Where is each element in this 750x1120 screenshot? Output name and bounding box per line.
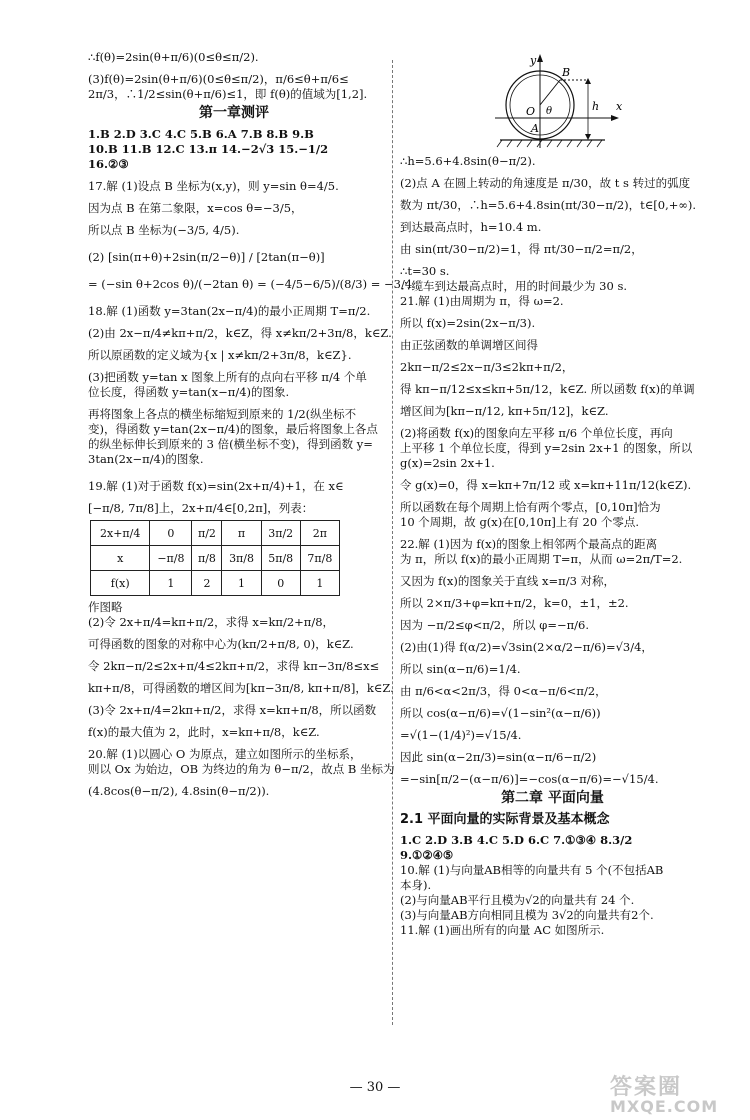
problem-22-line: =√(1−(1/4)²)=√15/4. <box>400 728 522 742</box>
chapter-title: 第一章测评 <box>199 105 269 121</box>
problem-18-line: 变)，得函数 y=tan(2x−π/4)的图象，最后将图象上各点 <box>88 422 378 436</box>
table-cell: 2π <box>300 521 339 546</box>
problem-19-line: (3)令 2x+π/4=2kπ+π/2，求得 x=kπ+π/8，所以函数 <box>88 703 377 717</box>
problem-19-line: 令 2kπ−π/2≤2x+π/4≤2kπ+π/2，求得 kπ−3π/8≤x≤ <box>88 659 380 673</box>
origin-label: O <box>526 105 536 118</box>
problem-22-line: 因为 −π/2≤φ<π/2，所以 φ=−π/6. <box>400 618 589 632</box>
problem-21-line: 10 个周期，故 g(x)在[0,10π]上有 20 个零点. <box>400 515 639 529</box>
column-divider <box>392 60 393 1025</box>
problem-20-line: (4.8cos(θ−π/2), 4.8sin(θ−π/2)). <box>88 784 270 798</box>
problem-20-line: ∴缆车到达最高点时，用的时间最少为 30 s. <box>400 279 627 293</box>
problem-22-line: 因此 sin(α−2π/3)=sin(α−π/6−π/2) <box>400 750 597 764</box>
problem-22-line: 由 π/6<α<2π/3，得 0<α−π/6<π/2， <box>400 684 607 698</box>
table-cell: 0 <box>150 521 192 546</box>
problem-20-line: 则以 Ox 为始边，OB 为终边的角为 θ−π/2，故点 B 坐标为 <box>88 762 395 776</box>
answer-line: 16.②③ <box>88 157 129 171</box>
right-column <box>400 50 705 938</box>
problem-19-line: [−π/8, 7π/8]上，2x+π/4∈[0,2π]，列表： <box>88 501 314 515</box>
problem-21-line: 增区间为[kπ−π/12, kπ+5π/12]，k∈Z. <box>400 404 609 418</box>
problem-18-line: (2)由 2x−π/4≠kπ+π/2，k∈Z，得 x≠kπ/2+3π/8，k∈Z. <box>88 326 392 340</box>
point-a-label: A <box>531 122 539 135</box>
problem-20-line: 数为 πt/30，∴h=5.6+4.8sin(πt/30−π/2)，t∈[0,+∞). <box>400 198 697 212</box>
text-line: (3)f(θ)=2sin(θ+π/6)(0≤θ≤π/2)，π/6≤θ+π/6≤ <box>88 72 349 86</box>
left-column <box>88 50 416 799</box>
problem-19-line: 19.解 (1)对于函数 f(x)=sin(2x+π/4)+1，在 x∈ <box>88 479 344 493</box>
ferris-wheel-diagram <box>400 50 705 150</box>
problem-18-line: 所以原函数的定义域为{x | x≠kπ/2+3π/8，k∈Z}. <box>88 348 352 362</box>
table-cell: 2x+π/4 <box>91 521 150 546</box>
problem-21-line: 得 kπ−π/12≤x≤kπ+5π/12，k∈Z. 所以函数 f(x)的单调 <box>400 382 695 396</box>
problem-10-line: (3)与向量AB方向相同且模为 3√2的向量共有2个. <box>400 908 654 922</box>
answer-line: 9.①②④⑤ <box>400 848 454 862</box>
problem-18-line: 位长度，得函数 y=tan(x−π/4)的图象. <box>88 385 290 399</box>
table-cell: 1 <box>300 571 339 596</box>
height-label: h <box>592 100 600 113</box>
problem-22-line: (2)由(1)得 f(α/2)=√3sin(2×α/2−π/6)=√3/4， <box>400 640 653 654</box>
problem-22-line: =−sin[π/2−(α−π/6)]=−cos(α−π/6)=−√15/4. <box>400 772 659 786</box>
table-cell: 3π/8 <box>222 546 261 571</box>
theta-label: θ <box>546 106 553 117</box>
problem-22-line: 所以 2×π/3+φ=kπ+π/2，k=0，±1，±2. <box>400 596 629 610</box>
table-cell: π/2 <box>192 521 222 546</box>
chapter-2-title: 第二章 平面向量 <box>501 790 604 806</box>
y-axis-label: y <box>530 54 537 67</box>
problem-21-line: 所以 f(x)=2sin(2x−π/3). <box>400 316 536 330</box>
table-row <box>91 521 340 546</box>
problem-18-line: 再将图象上各点的横坐标缩短到原来的 1/2(纵坐标不 <box>88 407 357 421</box>
problem-20-line: ∴t=30 s. <box>400 264 450 278</box>
problem-17-line: 所以点 B 坐标为(−3/5, 4/5). <box>88 223 240 237</box>
problem-22-line: 为 π，所以 f(x)的最小正周期 T=π，从而 ω=2π/T=2. <box>400 552 683 566</box>
problem-17-line: (2) [sin(π+θ)+2sin(π/2−θ)] / [2tan(π−θ)] <box>88 250 325 264</box>
problem-21-line: 21.解 (1)由周期为 π，得 ω=2. <box>400 294 564 308</box>
table-cell: x <box>91 546 150 571</box>
table-cell: 1 <box>150 571 192 596</box>
table-row <box>91 571 340 596</box>
value-table <box>90 520 340 596</box>
problem-18-line: 3tan(2x−π/4)的图象. <box>88 452 204 466</box>
ferris-wheel-figure <box>400 50 705 150</box>
answer-line: 10.B 11.B 12.C 13.π 14.−2√3 15.−1/2 <box>88 142 329 156</box>
x-axis-label: x <box>616 100 623 113</box>
table-cell: π <box>222 521 261 546</box>
problem-19-line: f(x)的最大值为 2，此时，x=kπ+π/8，k∈Z. <box>88 725 320 739</box>
problem-21-line: 由正弦函数的单调增区间得 <box>400 338 538 352</box>
table-row <box>91 546 340 571</box>
problem-11-line: 11.解 (1)画出所有的向量 AC 如图所示. <box>400 923 605 937</box>
table-cell: −π/8 <box>150 546 192 571</box>
answer-line: 1.B 2.D 3.C 4.C 5.B 6.A 7.B 8.B 9.B <box>88 127 314 141</box>
problem-10-line: (2)与向量AB平行且模为√2的向量共有 24 个. <box>400 893 635 907</box>
problem-18-line: 的纵坐标伸长到原来的 3 倍(横坐标不变)，得到函数 y= <box>88 437 373 451</box>
problem-20-line: 由 sin(πt/30−π/2)=1，得 πt/30−π/2=π/2， <box>400 242 643 256</box>
problem-17-line: 17.解 (1)设点 B 坐标为(x,y)，则 y=sin θ=4/5. <box>88 179 339 193</box>
watermark-text: 答案圈 <box>610 1075 683 1100</box>
problem-21-line: g(x)=2sin 2x+1. <box>400 456 495 470</box>
table-cell: 2 <box>192 571 222 596</box>
problem-17-line: 因为点 B 在第二象限，x=cos θ=−3/5， <box>88 201 303 215</box>
problem-20-line: 到达最高点时，h=10.4 m. <box>400 220 542 234</box>
watermark-logo <box>610 1070 750 1120</box>
table-cell: 5π/8 <box>261 546 300 571</box>
problem-19-line: 可得函数的图象的对称中心为(kπ/2+π/8, 0)，k∈Z. <box>88 637 354 651</box>
problem-20-line: ∴h=5.6+4.8sin(θ−π/2). <box>400 154 536 168</box>
table-cell: f(x) <box>91 571 150 596</box>
problem-22-line: 所以 cos(α−π/6)=√(1−sin²(α−π/6)) <box>400 706 601 720</box>
table-cell: 1 <box>222 571 261 596</box>
problem-20-line: 20.解 (1)以圆心 O 为原点，建立如图所示的坐标系， <box>88 747 362 761</box>
problem-21-line: 上平移 1 个单位长度，得到 y=2sin 2x+1 的图象，所以 <box>400 441 693 455</box>
problem-21-line: (2)将函数 f(x)的图象向左平移 π/6 个单位长度，再向 <box>400 426 673 440</box>
problem-21-line: 所以函数在每个周期上恰有两个零点，[0,10π]恰为 <box>400 500 661 514</box>
problem-19-line: (2)令 2x+π/4=kπ+π/2，求得 x=kπ/2+π/8， <box>88 615 335 629</box>
watermark-url: MXQE.COM <box>610 1097 719 1116</box>
answer-line: 1.C 2.D 3.B 4.C 5.D 6.C 7.①③④ 8.3/2 <box>400 833 633 847</box>
problem-18-line: (3)把函数 y=tan x 图象上所有的点向右平移 π/4 个单 <box>88 370 367 384</box>
problem-22-line: 22.解 (1)因为 f(x)的图象上相邻两个最高点的距离 <box>400 537 658 551</box>
problem-18-line: 18.解 (1)函数 y=3tan(2x−π/4)的最小正周期 T=π/2. <box>88 304 371 318</box>
problem-22-line: 所以 sin(α−π/6)=1/4. <box>400 662 521 676</box>
problem-19-line: kπ+π/8，可得函数的增区间为[kπ−3π/8, kπ+π/8]，k∈Z. <box>88 681 394 695</box>
table-cell: 7π/8 <box>300 546 339 571</box>
problem-10-line: 本身). <box>400 878 432 892</box>
text-line: ∴f(θ)=2sin(θ+π/6)(0≤θ≤π/2). <box>88 50 259 64</box>
point-b-label: B <box>562 66 571 79</box>
problem-21-line: 令 g(x)=0，得 x=kπ+7π/12 或 x=kπ+11π/12(k∈Z). <box>400 478 692 492</box>
section-title: 2.1 平面向量的实际背景及基本概念 <box>400 812 610 827</box>
problem-19-line: 作图略 <box>88 600 123 614</box>
problem-22-line: 又因为 f(x)的图象关于直线 x=π/3 对称， <box>400 574 616 588</box>
text-line: 2π/3，∴1/2≤sin(θ+π/6)≤1，即 f(θ)的值域为[1,2]. <box>88 87 368 101</box>
table-cell: π/8 <box>192 546 222 571</box>
table-cell: 3π/2 <box>261 521 300 546</box>
page-number: — 30 — <box>349 1080 401 1095</box>
problem-17-line: = (−sin θ+2cos θ)/(−2tan θ) = (−4/5−6/5)/(8/3) = −3/4. <box>88 277 416 291</box>
problem-20-line: (2)点 A 在圆上转动的角速度是 π/30，故 t s 转过的弧度 <box>400 176 691 190</box>
problem-21-line: 2kπ−π/2≤2x−π/3≤2kπ+π/2， <box>400 360 574 374</box>
table-cell: 0 <box>261 571 300 596</box>
problem-10-line: 10.解 (1)与向量AB相等的向量共有 5 个(不包括AB <box>400 863 664 877</box>
